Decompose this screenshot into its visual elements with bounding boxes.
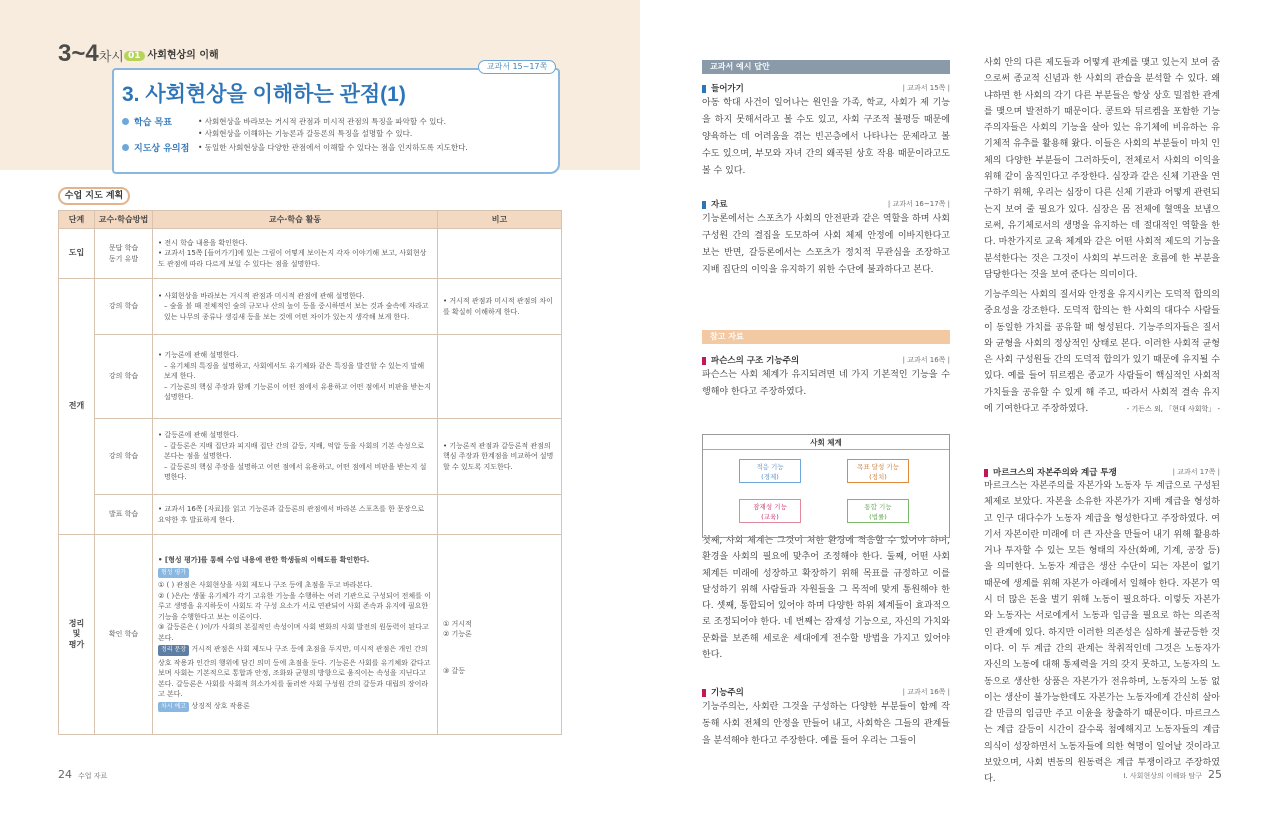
functionalism-heading-text: 기능주의 (711, 688, 744, 698)
activity-line: – 기능론의 핵심 주장과 함께 기능론이 어떤 점에서 유용하고 어떤 점에서 비판을 받는지 설명한다. (164, 382, 431, 402)
marker-icon (702, 85, 706, 93)
table-header-row (59, 211, 562, 229)
page-caption-right: Ⅰ. 사회현상의 이해와 탐구 (1123, 772, 1202, 780)
page-number-value: 24 (58, 768, 72, 781)
intro-heading (702, 82, 744, 94)
activity-cell (153, 279, 438, 335)
bullet-icon (122, 144, 129, 151)
activity-cell (153, 229, 438, 279)
next-lesson-tag: 차시 예고 (158, 702, 189, 713)
table-row (59, 419, 562, 495)
method-cell: 강의 학습 (95, 335, 153, 419)
lesson-plan-label: 수업 지도 계획 (58, 187, 130, 205)
data-ref: | 교과서 16~17쪽 | (887, 200, 950, 208)
formative-assessment-tag: 형성 평가 (158, 568, 189, 579)
table-row (59, 495, 562, 535)
table-row (59, 335, 562, 419)
activity-line: – 갈등론은 지배 집단과 피지배 집단 간의 갈등, 지배, 억압 등을 사회의 기본 속성으로 본다는 점을 설명한다. (164, 441, 425, 461)
functionalism-continued-text: 사회 안의 다른 제도들과 어떻게 관계를 맺고 있는지 보여 줌으로써 종교적 신념과 한 사회의 관습을 분석할 수 있다. 왜냐하면 한 사회의 각기 다른 부분들은 항상 상호 밀접한 관계를 맺으며 발전하기 때문이다. 콩트와 뒤르켐을 포함한 기능주의자들은 사회의 기능을 살아 있는 유기체에 비유하는 유기체적 유추를 활용해 왔다. 이들은 사회의 부분들이 마치 인체의 다양한 부분들이 그러하듯이, 전체로서 사회의 이익을 위해 같이 움직인다고 주장한다. 심장과 같은 신체 기관을 연구하기 위해, 우리는 심장이 다른 신체 기관과 어떻게 관련되는지 보여 줄 필요가 있다. 심장은 몸 전체에 혈액을 보냄으로써, 유기체로서의 생명을 유지하는 데 절대적인 역할을 한다. 마찬가지로 교육 체계와 같은 어떤 사회적 제도의 기능을 분석한다는 것은 그것이 사회의 부드러운 흐름에 한 부분을 담당한다는 것을 보여 준다는 의미이다. (984, 58, 1220, 280)
activity-cell (153, 419, 438, 495)
example-answer-bar: 교과서 예시 답안 (702, 60, 950, 74)
teaching-note-label-text: 지도상 유의점 (134, 144, 190, 154)
section-number: 01 (124, 51, 145, 61)
answer-cell (438, 535, 562, 735)
activity-cell (153, 335, 438, 419)
activity-line: – 숲을 볼 때 전체적인 숲의 규모나 산의 높이 등을 중시하면서 보는 것과 숲속에 자라고 있는 나무의 종류나 생김새 등을 보는 것에 어떤 차이가 있는지 생각해 보게 한다. (164, 302, 429, 321)
table-row (59, 535, 562, 735)
diagram-box-goal-attainment: 목표 달성 기능 (정치) (847, 459, 909, 483)
diagram-box-adaptation: 적응 기능 (경제) (739, 459, 801, 483)
section-title: 사회현상의 이해 (147, 50, 219, 61)
marx-text: 마르크스는 자본주의를 자본가와 노동자 두 계급으로 구성된 체제로 보았다. 자본을 소유한 자본가가 지배 계급을 형성하고 인구 대다수가 노동자 계급을 형성한다고 주장하였다. 여기서 자본이란 미래에 더 큰 자산을 만들어 내기 위해 활용하거나 투자할 수 있는 모든 형태의 자산(화폐, 기계, 공장 등)을 의미한다. 노동자 계급은 생산 수단이 되는 자본이 없기 때문에 생계를 위해 자본가 아래에서 일해야 한다. 자본가 역시 더 많은 돈을 벌기 위해 노동이 필요하다. 이렇듯 자본가와 노동자는 서로에게서 노동과 임금을 필요로 하는 의존적인 관계에 있다. 하지만 이러한 의존성은 심하게 불균등한 것이다. 이 두 계급 간의 관계는 착취적인데 그것은 노동자가 자신의 노동에 대해 통제력을 거의 갖지 못하고, 노동자의 노동으로 생산한 상품은 자본가가 전유하며, 노동자의 노동 없이는 생산이 불가능한데도 자본가는 노동자에게 간신히 살아갈 만큼의 임금만 주고 이윤을 창출하기 때문이다. 마르크스는 계급 갈등이 시간이 갈수록 첨예해지고 노동자들의 계급 의식이 성장하면서 노동자들에 의한 혁명이 일어날 것이라고 보았으며, 사회 변동의 원동력은 계급 투쟁이라고 주장하였다. (984, 481, 1220, 785)
data-heading (702, 198, 727, 210)
activity-line: • 교과서 15쪽 [들어가기]에 있는 그림이 어떻게 보이는지 각자 이야기해 보고, 사회현상도 관점에 따라 다르게 보일 수 있다는 점을 설명한다. (158, 249, 427, 268)
answer-1: ① 거시적 (443, 619, 472, 628)
note-cell (438, 495, 562, 535)
marx-ref: | 교과서 17쪽 | (1172, 468, 1220, 476)
section-badge (124, 46, 219, 61)
source-citation: - 기든스 외, 「현대 사회학」 - (1126, 405, 1220, 413)
stage-wrapup: 정리 및 평가 (59, 535, 95, 735)
data-text: 기능론에서는 스포츠가 사회의 안전판과 같은 역할을 하며 사회 구성원 간의 결집을 도모하여 사회 체제 안정에 이바지한다고 보는 반면, 갈등론에서는 스포츠가 정치적 무관심을 조장하고 지배 집단의 이익을 유지하기 위한 수단에 불과하다고 본다. (702, 214, 950, 275)
method-cell: 확인 학습 (95, 535, 153, 735)
intro-heading-text: 들어가기 (711, 84, 744, 94)
teaching-note-label (122, 141, 189, 154)
parsons-heading-text: 파슨스의 구조 기능주의 (711, 356, 800, 366)
quiz-question: ③ 갈등론은 ( )이/가 사회의 본질적인 속성이며 사회 변화의 사회 발전의 원동력이 된다고 본다. (158, 623, 429, 642)
functionalism-ref: | 교과서 16쪽 | (902, 688, 950, 696)
data-heading-text: 자료 (711, 200, 728, 210)
quiz-question: ② ( )은/는 생물 유기체가 각기 고유한 기능을 수행하는 여러 기관으로 구성되어 전체를 이루고 생명을 유지하듯이 사회도 각 구성 요소가 서로 연관되어 사회 존속과 유지에 필요한 기능을 수행한다고 보는 이론이다. (158, 591, 431, 621)
quiz-question: ① ( ) 관점은 사회현상을 사회 제도나 구조 등에 초점을 두고 바라본다. (158, 581, 373, 589)
textbook-ref-tag: 교과서 15~17쪽 (478, 60, 556, 74)
page-number-value-right: 25 (1208, 768, 1222, 781)
answer-3: ③ 갈등 (443, 666, 466, 675)
bullet-icon (122, 118, 129, 125)
goal-item-2: • 사회현상을 이해하는 기능론과 갈등론의 특징을 설명할 수 있다. (198, 129, 413, 138)
activity-cell (153, 535, 438, 735)
activity-line: • 기능론에 관해 설명한다. (158, 351, 239, 360)
right-page (640, 0, 1280, 814)
marker-icon (984, 469, 988, 477)
table-row (59, 279, 562, 335)
diagram-title: 사회 체계 (810, 438, 842, 447)
stage-development: 전개 (59, 279, 95, 535)
functionalism-text: 기능주의는, 사회란 그것을 구성하는 다양한 부분들이 함께 작동해 사회 전체의 안정을 만들어 내고, 사회학은 그들의 관계들을 분석해야 한다고 주장한다. 예를 들어 우리는 그들이 (702, 702, 950, 746)
col-header-activity: 교수·학습 활동 (153, 211, 438, 229)
marker-icon (702, 201, 706, 209)
social-system-diagram (702, 434, 950, 538)
goal-label (122, 115, 172, 128)
lesson-plan-table (58, 210, 562, 735)
col-header-method: 교수·학습방법 (95, 211, 153, 229)
method-cell: 강의 학습 (95, 279, 153, 335)
parsons-text: 파슨스는 사회 체계가 유지되려면 네 가지 기본적인 기능을 수행해야 한다고 주장하였다. (702, 370, 950, 397)
functionalism-heading (702, 686, 744, 698)
next-lesson-text: 상징적 상호 작용론 (191, 701, 250, 710)
summary-text: 거시적 관점은 사회 제도나 구조 등에 초점을 두지만, 미시적 관점은 개인 간의 상호 작용과 인간의 행위에 담긴 의미 등에 초점을 둔다. 기능론은 사회를 유기체와 같다고 보며 사회는 기본적으로 통합과 안정, 조화와 균형의 방향으로 움직이는 속성을 지닌다고 본다. 갈등론은 사회를 사회적 희소가치를 둘러싼 사회 구성원 간의 갈등과 대립의 장이라고 본다. (158, 645, 431, 698)
page-number-left (58, 768, 107, 781)
diagram-divider (703, 449, 949, 450)
activity-line: • 갈등론에 관해 설명한다. (158, 431, 239, 440)
page-caption: 수업 자료 (78, 772, 108, 780)
teaching-note-item: • 동일한 사회현상을 다양한 관점에서 이해할 수 있다는 점을 인지하도록 지도한다. (198, 143, 468, 152)
summary-tag: 정리 문장 (158, 645, 189, 656)
table-row (59, 229, 562, 279)
stage-intro: 도입 (59, 229, 95, 279)
parsons-ref: | 교과서 16쪽 | (902, 356, 950, 364)
goal-item-1: • 사회현상을 바라보는 거시적 관점과 미시적 관점의 특징을 파악할 수 있다. (198, 117, 446, 126)
activity-line: – 유기체의 특징을 설명하고, 사회에서도 유기체와 같은 특징을 발견할 수 있는지 말해 보게 한다. (164, 361, 425, 381)
parsons-text-2: 첫째, 사회 체계는 그것이 처한 환경에 적응할 수 있어야 하며, 환경을 사회의 필요에 맞추어 조정해야 한다. 둘째, 어떤 사회 체계든 미래에 성장하고 확장하기 위해 목표를 규정하고 이를 달성하기 위해 사람들과 자원들을 그 목적에 맞게 통원해야 한다. 셋째, 통합되어 있어야 하며 다양한 하위 체계들이 효과적으로 조정되어야 한다. 네 번째는 잠재성 기능으로, 자신의 가치와 문화를 보존해 세로운 세대에게 전수할 방법을 가지고 있어야 한다. (702, 536, 950, 661)
method-cell: 문답 학습 동기 유발 (95, 229, 153, 279)
activity-line: • 전시 학습 내용을 확인한다. (158, 238, 248, 247)
answer-2: ② 기능론 (443, 630, 472, 639)
reference-bar: 참고 자료 (702, 330, 950, 344)
intro-ref: | 교과서 15쪽 | (902, 84, 950, 92)
method-cell: 강의 학습 (95, 419, 153, 495)
col-header-stage: 단계 (59, 211, 95, 229)
page-number-right (1123, 768, 1222, 781)
marx-heading (984, 466, 1117, 478)
note-cell: • 거시적 관점과 미시적 관점의 차이를 확실히 이해하게 한다. (438, 279, 562, 335)
goal-label-text: 학습 목표 (134, 118, 172, 128)
activity-line: • 사회현상을 바라보는 거시적 관점과 미시적 관점에 관해 설명한다. (158, 291, 365, 300)
activity-line: – 갈등론의 핵심 주장을 설명하고 어떤 점에서 유용하고, 어떤 점에서 비판을 받는지 설명한다. (164, 462, 427, 482)
parsons-heading (702, 354, 799, 366)
marx-heading-text: 마르크스의 자본주의와 계급 투쟁 (993, 468, 1117, 478)
intro-text: 아동 학대 사건이 일어나는 원인을 가족, 학교, 사회가 제 기능을 하지 못해서라고 볼 수도 있고, 사회 구조적 불평등 때문에 양육하는 데 어려움을 겪는 빈곤층에서 나타나는 문제라고 볼 수도 있으며, 부모와 자녀 간의 왜곡된 상호 작용 때문이라고도 볼 수 있다. (702, 98, 950, 176)
session-number-value: 3~4 (58, 40, 99, 67)
method-cell: 발표 학습 (95, 495, 153, 535)
activity-line: • [형성 평가]를 통해 수업 내용에 관한 학생들의 이해도를 확인한다. (158, 556, 370, 564)
diagram-box-integration: 통합 기능 (법률) (847, 499, 909, 523)
note-cell (438, 229, 562, 279)
col-header-note: 비고 (438, 211, 562, 229)
marker-icon (702, 689, 706, 697)
activity-line: • 교과서 16쪽 [자료]를 읽고 기능론과 갈등론의 관점에서 바라본 스포츠를 한 문장으로 요약한 후 발표하게 한다. (158, 505, 425, 524)
activity-cell (153, 495, 438, 535)
diagram-box-latency: 잠재성 기능 (교육) (739, 499, 801, 523)
note-cell (438, 335, 562, 419)
note-cell: • 기능론적 관점과 갈등론적 관점의 핵심 주장과 한계점을 비교하여 설명할 수 있도록 지도한다. (438, 419, 562, 495)
moral-consensus-text: 기능주의는 사회의 질서와 안정을 유지시키는 도덕적 합의의 중요성을 강조한다. 도덕적 합의는 한 사회의 대다수 사람들이 동일한 가치를 공유할 때 형성된다. 기능주의자들은 질서와 균형을 사회의 정상적인 상태로 본다. 이러한 사회적 균형은 사회 구성원들 간의 도덕적 합의가 있기 때문에 유지될 수 있다. 예를 들어 뒤르켐은 종교가 사람들이 핵심적인 사회적 가치들을 공유할 수 있게 해 주고, 따라서 사회적 결속 유지에 기여한다고 주장하였다. (984, 290, 1220, 415)
session-suffix: 차시 (98, 49, 124, 64)
marker-icon (702, 357, 706, 365)
page-title: 3. 사회현상을 이해하는 관점(1) (122, 83, 406, 106)
